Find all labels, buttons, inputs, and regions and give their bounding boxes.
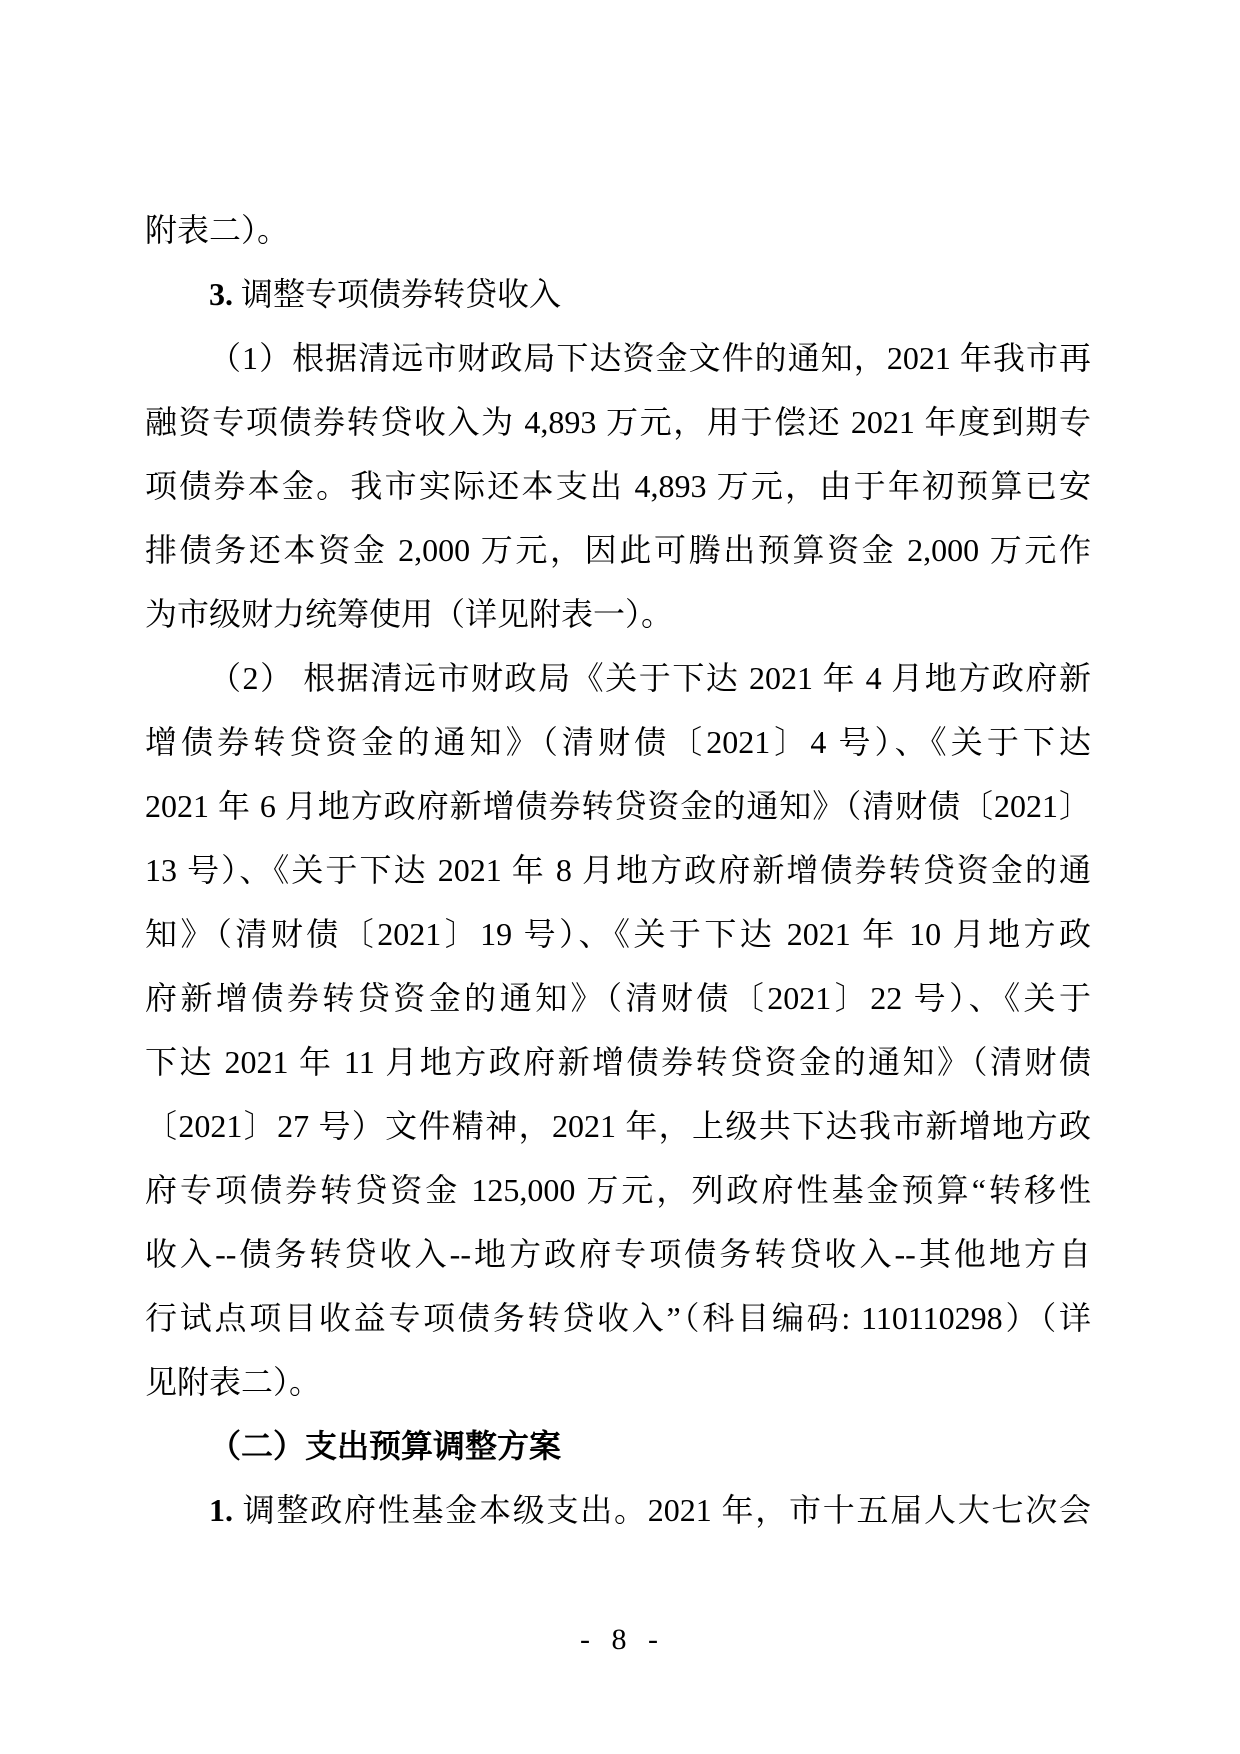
list-number: 3. <box>209 276 233 312</box>
text-line: 府新增债券转贷资金的通知》（清财债〔2021〕22 号）、《关于 <box>145 980 1091 1016</box>
text-line: 府专项债券转贷资金 125,000 万元，列政府性基金预算“转移性 <box>145 1172 1091 1208</box>
text-line: （1）根据清远市财政局下达资金文件的通知，2021 年我市再 <box>209 340 1091 376</box>
text-line: 收入--债务转贷收入--地方政府专项债务转贷收入--其他地方自 <box>145 1236 1091 1272</box>
text-line: 3. 调整专项债券转贷收入 <box>209 276 562 312</box>
text-line: 增债券转贷资金的通知》（清财债〔2021〕4 号）、《关于下达 <box>145 724 1091 760</box>
text-line: 1. 调整政府性基金本级支出。2021 年，市十五届人大七次会 <box>209 1492 1091 1528</box>
section-heading: （二）支出预算调整方案 <box>209 1428 562 1464</box>
text-line: 排债务还本资金 2,000 万元，因此可腾出预算资金 2,000 万元作 <box>145 532 1091 568</box>
text-line: 知》（清财债〔2021〕19 号）、《关于下达 2021 年 10 月地方政 <box>145 916 1091 952</box>
text-line: 见附表二）。 <box>145 1364 322 1400</box>
text-line: 2021 年 6 月地方政府新增债券转贷资金的通知》（清财债〔2021〕 <box>145 788 1091 824</box>
page-number: - 8 - <box>580 1623 660 1656</box>
list-number: 1. <box>209 1492 233 1528</box>
text-line: 行试点项目收益专项债务转贷收入”（科目编码: 110110298）（详 <box>145 1300 1091 1336</box>
text-line: 下达 2021 年 11 月地方政府新增债券转贷资金的通知》（清财债 <box>145 1044 1091 1080</box>
document-text <box>145 198 1091 1542</box>
text-line: 〔2021〕27 号）文件精神，2021 年，上级共下达我市新增地方政 <box>145 1108 1091 1144</box>
text-line: 项债券本金。我市实际还本支出 4,893 万元，由于年初预算已安 <box>145 468 1091 504</box>
text-line: （2） 根据清远市财政局《关于下达 2021 年 4 月地方政府新 <box>209 660 1091 696</box>
text-line: 附表二）。 <box>145 212 290 248</box>
text-line: 融资专项债券转贷收入为 4,893 万元，用于偿还 2021 年度到期专 <box>145 404 1091 440</box>
text-line: 为市级财力统筹使用（详见附表一）。 <box>145 596 674 632</box>
text-line: 13 号）、《关于下达 2021 年 8 月地方政府新增债券转贷资金的通 <box>145 852 1091 888</box>
page-footer <box>0 1618 1240 1662</box>
